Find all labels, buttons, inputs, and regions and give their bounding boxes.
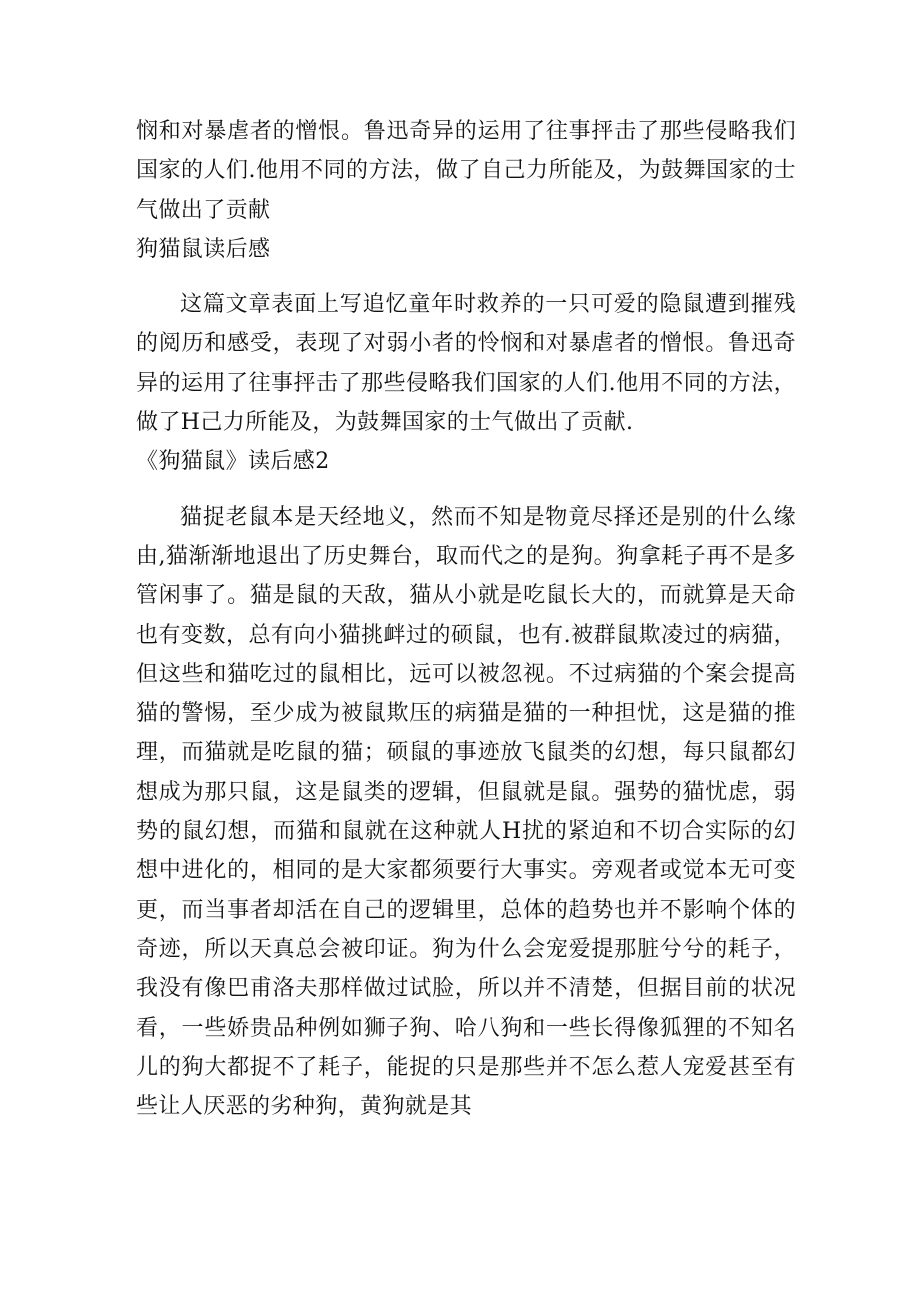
paragraph-summary: 这篇文章表面上写追忆童年时救养的一只可爱的隐鼠遭到摧残的阅历和感受，表现了对弱小者的怜悯和对暴虐者的憎恨。鲁迅奇异的运用了往事抨击了那些侵略我们国家的人们.他用不同的方法，做了H己力所能及，为鼓舞国家的士气做出了贡献.	[136, 292, 796, 436]
paragraph-continuation: 悯和对暴虐者的憎恨。鲁迅奇异的运用了往事抨击了那些侵略我们国家的人们.他用不同的方法，做了自己力所能及，为鼓舞国家的士气做出了贡献	[136, 119, 796, 223]
paragraph-essay: 猫捉老鼠本是天经地义，然而不知是物竟尽择还是别的什么缘由,猫渐渐地退出了历史舞台，取而代之的是狗。狗拿耗子再不是多管闲事了。猫是鼠的天敌，猫从小就是吃鼠长大的，而就算是天命也有变数，总有向小猫挑衅过的硕鼠，也有.被群鼠欺凌过的病猫，但这些和猫吃过的鼠相比，远可以被忽视。不过病猫的个案会提高猫的警惕，至少成为被鼠欺压的病猫是猫的一种担忧，这是猫的推理，而猫就是吃鼠的猫；硕鼠的事迹放飞鼠类的幻想，每只鼠都幻想成为那只鼠，这是鼠类的逻辑，但鼠就是鼠。强势的猫忧虑，弱势的鼠幻想，而猫和鼠就在这种就人H扰的紧迫和不切合实际的幻想中进化的，相同的是大家都须要行大事实。旁观者或觉本无可变更，而当事者却活在自己的逻辑里，总体的趋势也并不影响个体的奇迹，所以天真总会被印证。狗为什么会宠爱提那脏兮兮的耗子，我没有像巴甫洛夫那样做过试脸，所以并不清楚，但据目前的状况看，一些娇贵品种例如狮子狗、哈八狗和一些长得像狐狸的不知名儿的狗大都捉不了耗子，能捉的只是那些并不怎么惹人宠爱甚至有些让人厌恶的劣种狗，黄狗就是其	[136, 504, 796, 1120]
section-heading: 狗猫鼠读后感	[136, 236, 271, 262]
section-heading-2: 《狗猫鼠》读后感2	[136, 449, 330, 475]
document-body	[136, 112, 796, 1126]
